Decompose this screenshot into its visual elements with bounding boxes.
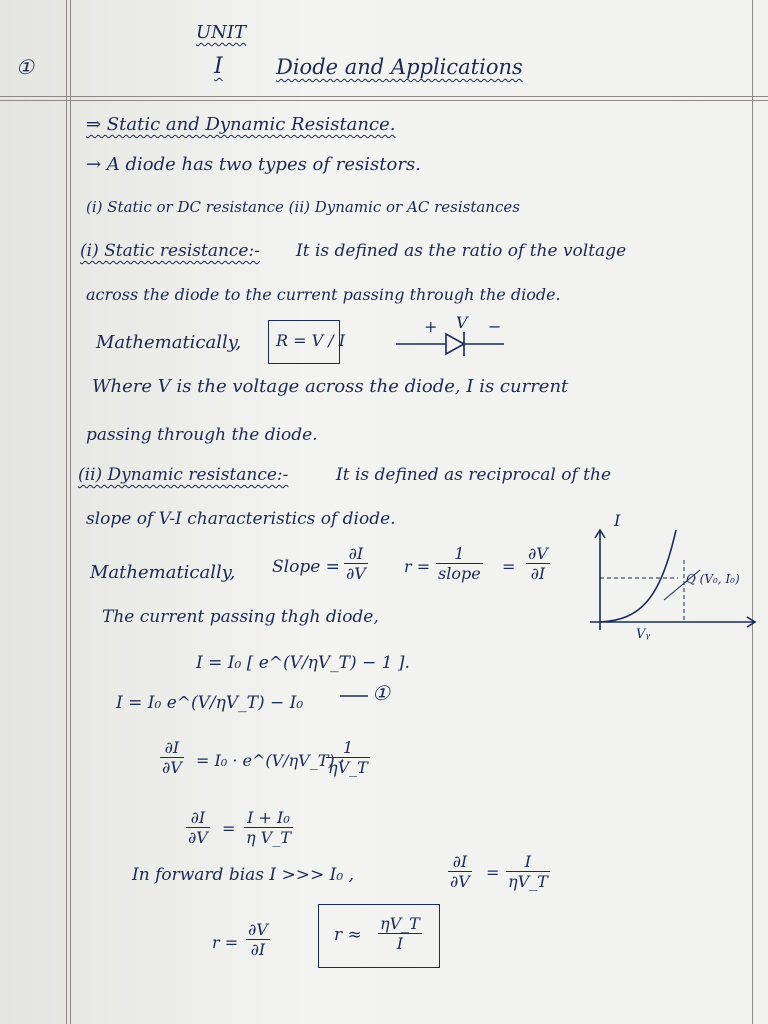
slope-num: ∂I (344, 544, 368, 564)
derivation-line-1: The current passing thgh diode, (102, 607, 379, 627)
r-num: 1 (436, 544, 483, 564)
margin-line (66, 0, 67, 1024)
slope-label: Slope = (272, 557, 340, 577)
graph-y-label: I (614, 511, 621, 530)
equation-2-tag: ① (372, 681, 390, 705)
final-num: ηV_T (380, 914, 420, 933)
types-line: (i) Static or DC resistance (ii) Dynamic or AC resistances (86, 198, 520, 216)
eq4-eq: = (222, 819, 236, 838)
eq4-lhs-num: ∂I (186, 808, 210, 828)
bias-rhs-fraction (506, 852, 550, 891)
static-math-label: Mathematically, (96, 332, 242, 353)
bias-num: ∂I (448, 852, 472, 872)
r-den: slope (438, 564, 481, 583)
eq3-frac-num: 1 (326, 738, 370, 758)
static-formula: R = V / I (276, 331, 346, 350)
r-label: r = (404, 557, 431, 576)
section-heading: ⇒ Static and Dynamic Resistance. (86, 114, 396, 135)
bias-den: ∂V (450, 872, 470, 891)
header-rule-2 (0, 100, 768, 101)
graph-vt-label: Vᵧ (636, 627, 651, 642)
unit-roman: I (214, 54, 223, 79)
static-def-2: across the diode to the current passing through the diode. (86, 285, 561, 304)
final-r-label: r ≈ (334, 925, 362, 945)
static-def-1: It is defined as the ratio of the voltage (296, 241, 627, 261)
intro-line: → A diode has two types of resistors. (86, 154, 421, 175)
dynamic-def-2: slope of V-I characteristics of diode. (86, 509, 396, 529)
unit-label: UNIT (196, 22, 247, 43)
page-title: Diode and Applications (276, 55, 523, 79)
graph-point-label: Q (V₀, I₀) (686, 572, 740, 586)
eq4-lhs-den: ∂V (188, 828, 208, 847)
eq3-lhs-num: ∂I (160, 738, 184, 758)
bias-rnum: I (506, 852, 550, 872)
margin-line-2 (70, 0, 71, 1024)
r-lhs-fraction (246, 920, 270, 959)
r-eq: = (502, 557, 516, 576)
page-number: ① (16, 55, 34, 79)
dynamic-def-1: It is defined as reciprocal of the (336, 465, 612, 485)
static-where-1: Where V is the voltage across the diode, I is current (92, 376, 569, 397)
forward-bias-text: In forward bias I >>> I₀ , (132, 865, 354, 885)
equation-2: I = I₀ e^(V/ηV_T) − I₀ (116, 693, 304, 713)
eq4-num: I + I₀ (244, 808, 293, 828)
bias-lhs-fraction (448, 852, 472, 891)
diode-v: V (456, 313, 468, 332)
static-label: (i) Static resistance:- (80, 241, 260, 261)
vi-characteristic-graph (580, 530, 760, 650)
r-fraction (436, 544, 483, 583)
final-fraction (378, 914, 422, 953)
dynamic-math-label: Mathematically, (90, 562, 236, 583)
eq4-lhs-fraction (186, 808, 210, 847)
r-lhs-label: r = (212, 933, 239, 952)
dynamic-label: (ii) Dynamic resistance:- (78, 465, 289, 485)
equation-1: I = I₀ [ e^(V/ηV_T) − 1 ]. (196, 653, 410, 673)
diode-plus: + (424, 317, 438, 336)
eq4-den: η V_T (246, 828, 291, 847)
equation-tag-line (340, 690, 370, 702)
header-rule (0, 96, 768, 97)
equation-3-rhs: = I₀ · e^(V/ηV_T) · (196, 751, 345, 770)
eq3-fraction (326, 738, 370, 777)
bias-rden: ηV_T (508, 872, 548, 891)
eq3-lhs-den: ∂V (162, 758, 182, 777)
eq3-lhs-fraction (160, 738, 184, 777)
r-lhs-num: ∂V (248, 920, 268, 939)
r-lhs-den: ∂I (250, 940, 266, 959)
slope-den: ∂V (346, 564, 366, 583)
right-margin-line (752, 0, 753, 1024)
eq3-frac-den: ηV_T (328, 758, 368, 777)
static-where-2: passing through the diode. (86, 425, 318, 445)
final-den: I (396, 934, 404, 953)
diode-minus: − (488, 317, 502, 336)
slope-fraction (344, 544, 368, 583)
eq4-fraction (244, 808, 293, 847)
r2-den: ∂I (530, 564, 546, 583)
r2-num: ∂V (528, 544, 548, 563)
bias-eq: = (486, 863, 500, 882)
r2-fraction (526, 544, 550, 583)
